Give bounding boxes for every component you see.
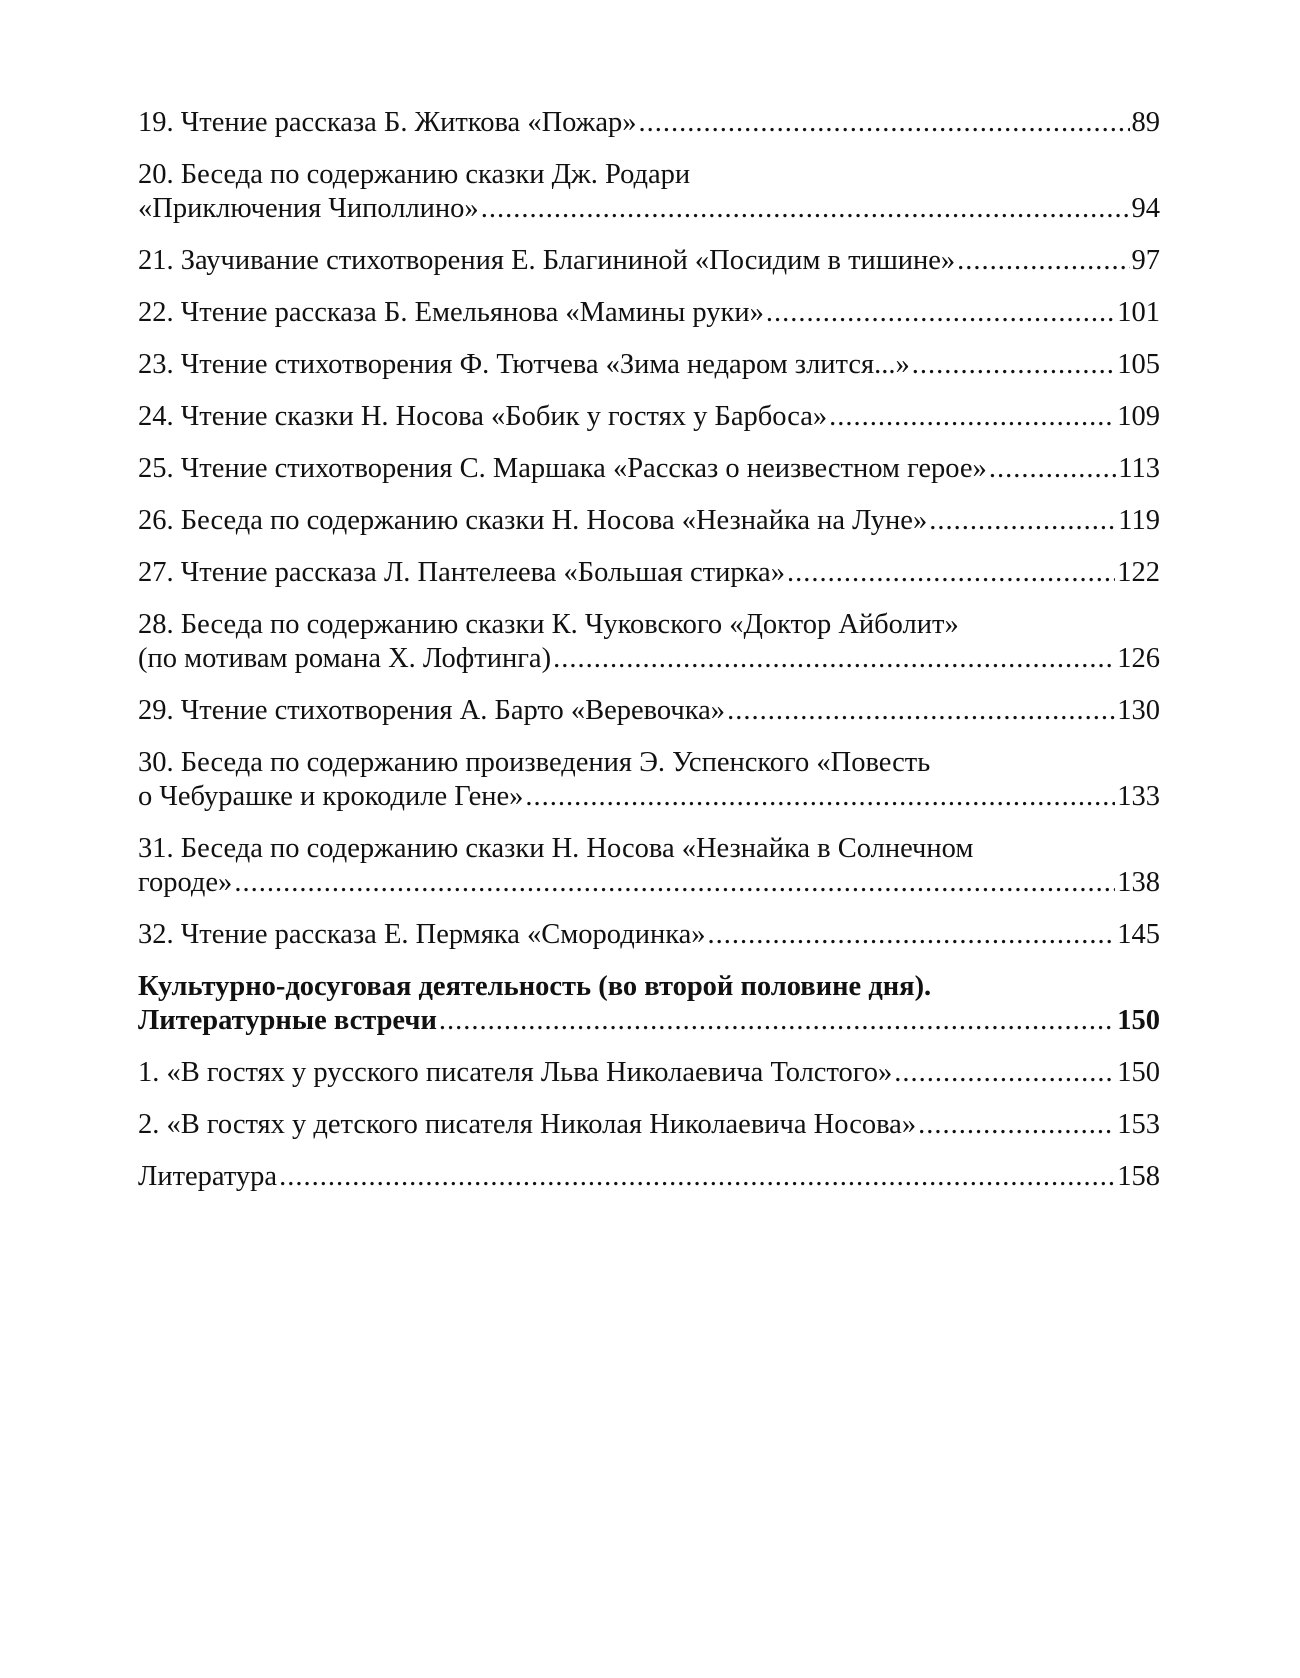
toc-entry-title-line: Литературные встречи [138,1005,437,1036]
dot-leader [989,452,1116,486]
toc-entry-title-line: 2. «В гостях у детского писателя Николая Николаевича Носова» [138,1109,917,1140]
dot-leader [481,192,1130,226]
toc-entry-title-line: 28. Беседа по содержанию сказки К. Чуковского «Доктор Айболит» [138,609,959,640]
toc-entry[interactable] [138,296,1160,330]
toc-entry-row [138,192,1160,226]
toc-page-number: 89 [1131,107,1160,138]
toc-entry[interactable] [138,1108,1160,1142]
toc-entry[interactable] [138,452,1160,486]
toc-entry-row [138,918,1160,952]
toc-entry-title-line: 23. Чтение стихотворения Ф. Тютчева «Зима недаром злится...» [138,349,910,380]
toc-entry[interactable] [138,832,1160,900]
toc-entry-title-line: 22. Чтение рассказа Б. Емельянова «Мамины руки» [138,297,764,328]
toc-page-number: 122 [1117,557,1160,588]
toc-entry-row [138,866,1160,900]
toc-page-number: 150 [1117,1005,1160,1036]
toc-entry-row [138,504,1160,538]
toc-entry-title-line: 29. Чтение стихотворения А. Барто «Веревочка» [138,695,726,726]
dot-leader [918,1108,1115,1142]
toc-entry-row [138,780,1160,814]
dot-leader [787,556,1115,590]
toc-entry-row [138,296,1160,330]
toc-page-number: 153 [1117,1109,1160,1140]
toc-page-number: 158 [1117,1161,1160,1192]
toc-entry-title-line: 31. Беседа по содержанию сказки Н. Носова «Незнайка в Солнечном [138,833,974,864]
toc-entry[interactable] [138,244,1160,278]
dot-leader [727,694,1115,728]
dot-leader [439,1004,1115,1038]
toc-page-number: 150 [1117,1057,1160,1088]
toc-entry-row [138,348,1160,382]
toc-page-number: 119 [1118,505,1160,536]
toc-entry-row [138,400,1160,434]
toc-entry-row [138,642,1160,676]
toc-entry-title-line: «Приключения Чиполлино» [138,193,479,224]
toc-entry-title-line: 21. Заучивание стихотворения Е. Благининой «Посидим в тишине» [138,245,956,276]
toc-entry-title-line: Литература [138,1161,278,1192]
toc-page-number: 109 [1117,401,1160,432]
toc-entry-title-line: о Чебурашке и крокодиле Гене» [138,781,524,812]
table-of-contents [138,106,1160,1212]
toc-entry-title-line: Культурно-досуговая деятельность (во второй половине дня). [138,971,932,1002]
toc-entry-row [138,106,1160,140]
toc-entry[interactable] [138,694,1160,728]
toc-page-number: 130 [1117,695,1160,726]
toc-entry-title-line: 32. Чтение рассказа Е. Пермяка «Смородинка» [138,919,706,950]
toc-entry[interactable] [138,746,1160,814]
toc-entry[interactable] [138,504,1160,538]
toc-entry[interactable] [138,608,1160,676]
toc-entry-title-line: 26. Беседа по содержанию сказки Н. Носова «Незнайка на Луне» [138,505,928,536]
toc-entry-title-line: 20. Беседа по содержанию сказки Дж. Родари [138,159,691,190]
toc-entry[interactable] [138,556,1160,590]
dot-leader [912,348,1116,382]
toc-entry-row [138,1160,1160,1194]
toc-entry[interactable] [138,918,1160,952]
dot-leader [894,1056,1115,1090]
dot-leader [957,244,1129,278]
dot-leader [234,866,1115,900]
toc-page-number: 105 [1117,349,1160,380]
dot-leader [766,296,1115,330]
toc-entry-title-line: 25. Чтение стихотворения С. Маршака «Рассказ о неизвестном герое» [138,453,987,484]
dot-leader [553,642,1115,676]
dot-leader [708,918,1116,952]
toc-entry-row [138,1108,1160,1142]
dot-leader [639,106,1130,140]
toc-page-number: 133 [1117,781,1160,812]
toc-entry-row [138,1056,1160,1090]
toc-entry[interactable] [138,348,1160,382]
toc-entry-row [138,556,1160,590]
dot-leader [279,1160,1115,1194]
toc-entry[interactable] [138,400,1160,434]
toc-entry-title-line: 30. Беседа по содержанию произведения Э. Успенского «Повесть [138,747,931,778]
toc-entry-title-line: (по мотивам романа Х. Лофтинга) [138,643,552,674]
toc-entry[interactable] [138,106,1160,140]
toc-page-number: 101 [1117,297,1160,328]
dot-leader [525,780,1115,814]
toc-entry[interactable] [138,970,1160,1038]
toc-entry-row [138,244,1160,278]
toc-entry-row [138,452,1160,486]
toc-entry-row [138,694,1160,728]
dot-leader [929,504,1116,538]
toc-entry-title-line: 1. «В гостях у русского писателя Льва Николаевича Толстого» [138,1057,893,1088]
toc-entry-title-line: 24. Чтение сказки Н. Носова «Бобик у гостях у Барбоса» [138,401,828,432]
toc-page-number: 145 [1117,919,1160,950]
toc-page-number: 113 [1118,453,1160,484]
dot-leader [829,400,1115,434]
toc-entry[interactable] [138,1056,1160,1090]
toc-entry[interactable] [138,1160,1160,1194]
toc-entry-title-line: 27. Чтение рассказа Л. Пантелеева «Большая стирка» [138,557,785,588]
toc-entry-title-line: 19. Чтение рассказа Б. Житкова «Пожар» [138,107,637,138]
toc-page-number: 138 [1117,867,1160,898]
toc-page-number: 94 [1131,193,1160,224]
toc-entry[interactable] [138,158,1160,226]
toc-page-number: 97 [1131,245,1160,276]
toc-entry-row [138,1004,1160,1038]
toc-page-number: 126 [1117,643,1160,674]
toc-entry-title-line: городе» [138,867,233,898]
